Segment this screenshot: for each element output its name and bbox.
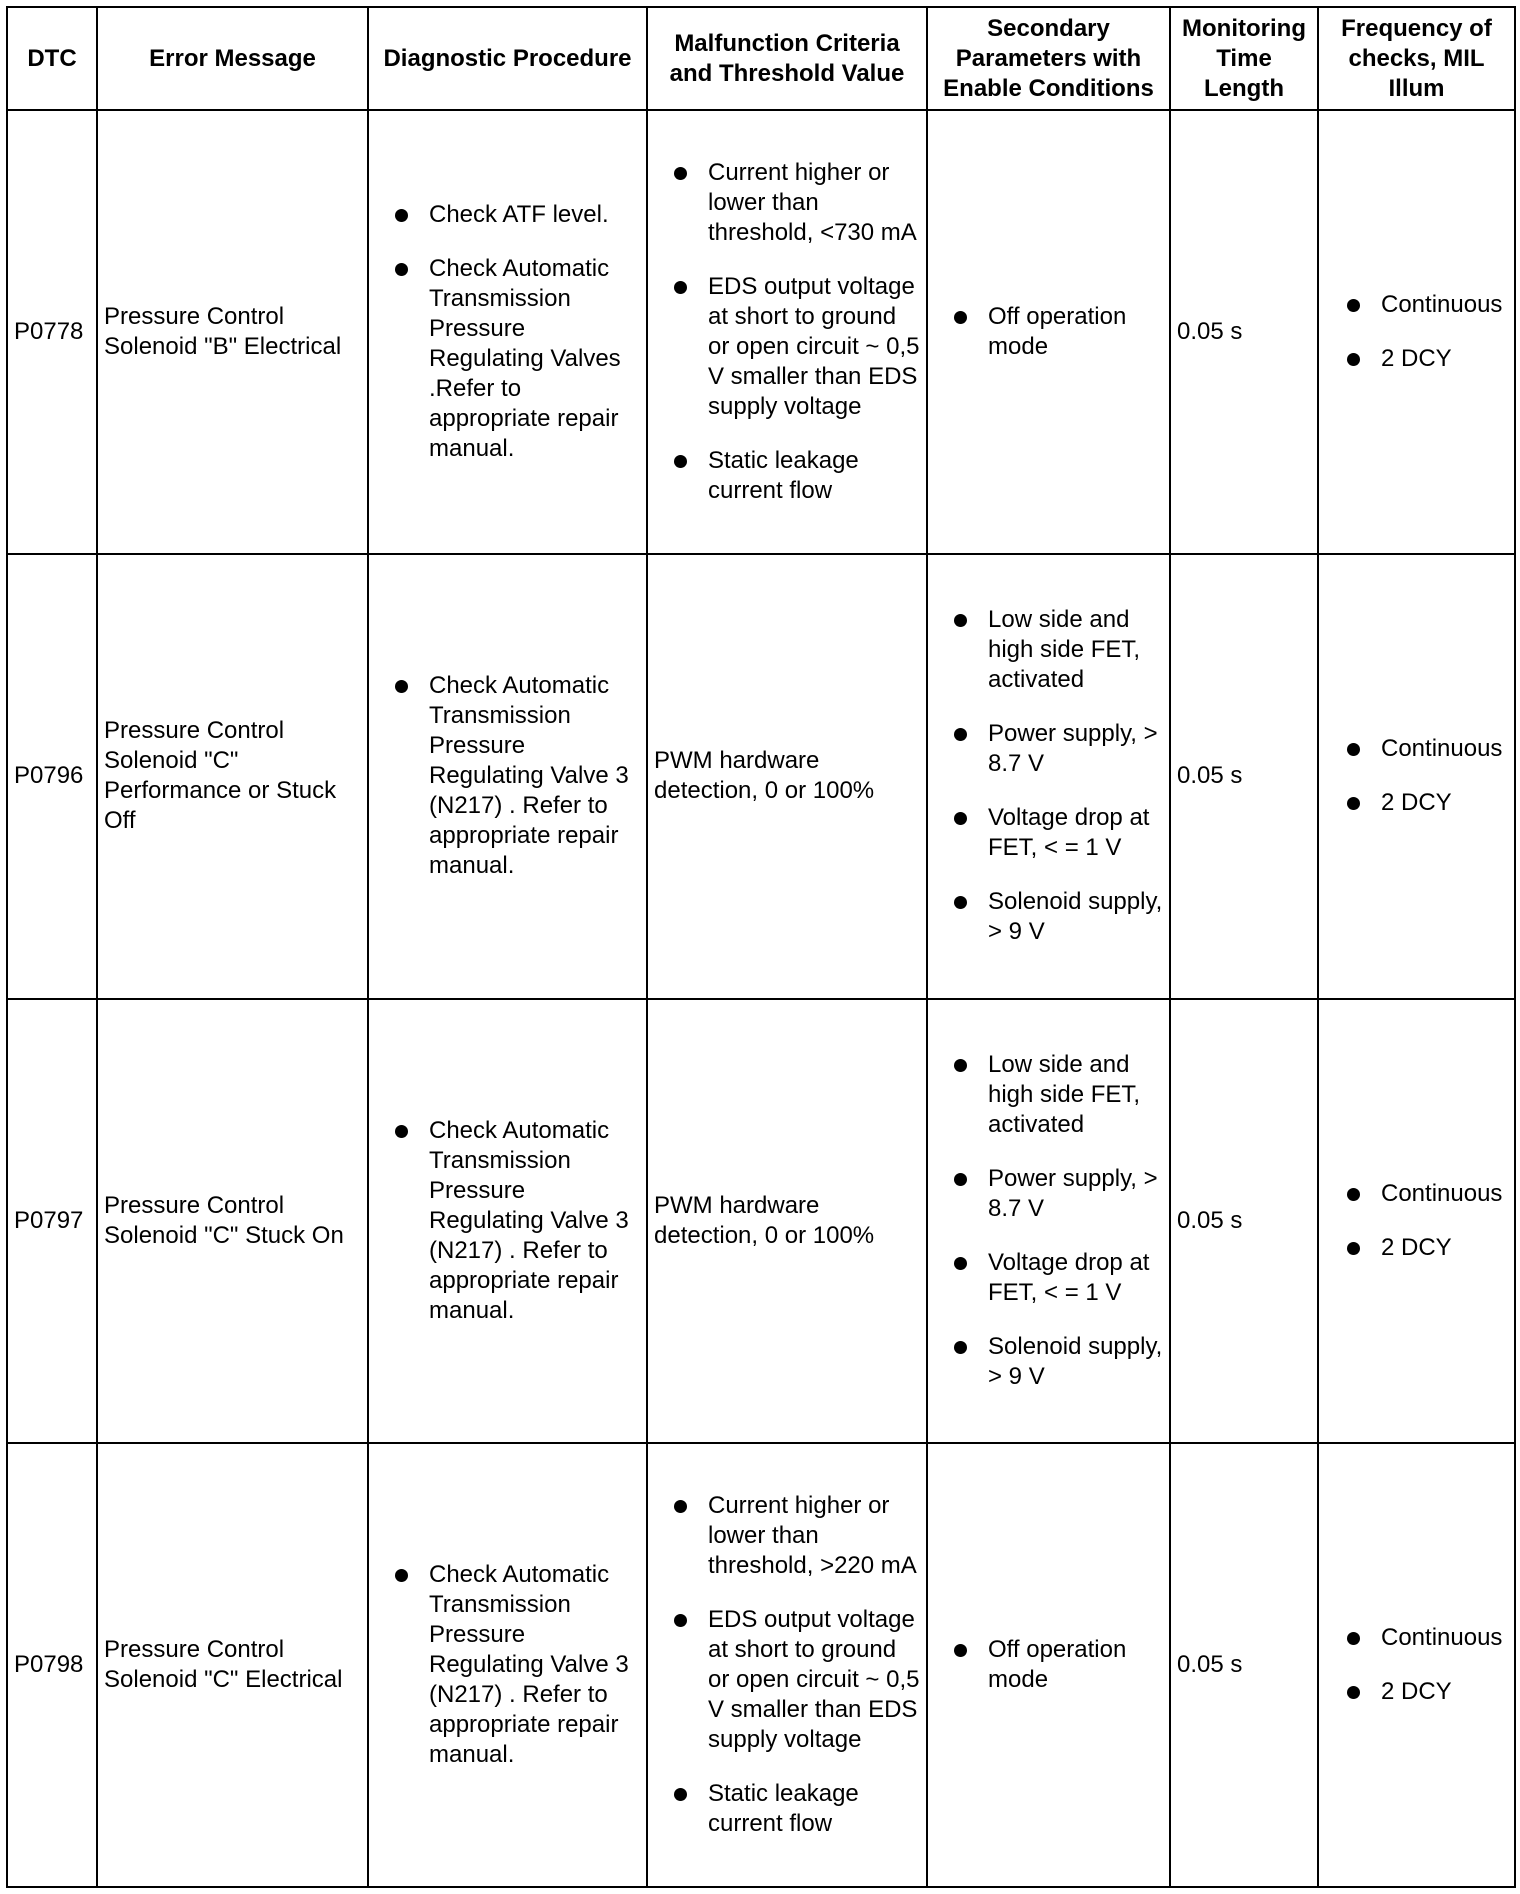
- criteria-item: Static leakage current flow: [654, 1779, 920, 1839]
- table-row: [7, 554, 1515, 998]
- secondary-parameters-list: [934, 605, 1163, 947]
- procedure-item: Check Automatic Transmission Pressure Regulating Valve 3 (N217) . Refer to appropriate repair manual.: [375, 1116, 640, 1326]
- secondary-item: Off operation mode: [934, 302, 1163, 362]
- secondary-item: Solenoid supply, > 9 V: [934, 887, 1163, 947]
- secondary-item: Voltage drop at FET, < = 1 V: [934, 1248, 1163, 1308]
- frequency-list: [1325, 290, 1508, 374]
- error-message: Pressure Control Solenoid "C" Electrical: [97, 1443, 368, 1887]
- frequency-item: 2 DCY: [1325, 788, 1508, 818]
- frequency: [1318, 110, 1515, 554]
- frequency-item: 2 DCY: [1325, 344, 1508, 374]
- diagnostic-procedure-list: [375, 1560, 640, 1770]
- secondary-parameters-list: [934, 1050, 1163, 1392]
- monitoring-time: 0.05 s: [1170, 999, 1318, 1443]
- secondary-parameters: [927, 1443, 1170, 1887]
- diagnostic-procedure: [368, 999, 647, 1443]
- header-row: [7, 7, 1515, 110]
- malfunction-criteria-list: [654, 1491, 920, 1839]
- frequency-item: Continuous: [1325, 1179, 1508, 1209]
- secondary-item: Low side and high side FET, activated: [934, 605, 1163, 695]
- criteria-item: Static leakage current flow: [654, 446, 920, 506]
- frequency-item: 2 DCY: [1325, 1233, 1508, 1263]
- procedure-item: Check Automatic Transmission Pressure Regulating Valves .Refer to appropriate repair manual.: [375, 254, 640, 464]
- secondary-item: Solenoid supply, > 9 V: [934, 1332, 1163, 1392]
- secondary-parameters-list: [934, 302, 1163, 362]
- table-row: [7, 110, 1515, 554]
- header-secondary-parameters: Secondary Parameters with Enable Conditions: [927, 7, 1170, 110]
- frequency-list: [1325, 1179, 1508, 1263]
- malfunction-criteria: PWM hardware detection, 0 or 100%: [647, 554, 927, 998]
- table-row: [7, 1443, 1515, 1887]
- criteria-item: Current higher or lower than threshold, >220 mA: [654, 1491, 920, 1581]
- frequency-list: [1325, 1623, 1508, 1707]
- dtc-code: P0798: [7, 1443, 97, 1887]
- frequency-item: Continuous: [1325, 734, 1508, 764]
- secondary-item: Power supply, > 8.7 V: [934, 719, 1163, 779]
- diagnostic-procedure: [368, 554, 647, 998]
- dtc-code: P0778: [7, 110, 97, 554]
- secondary-item: Voltage drop at FET, < = 1 V: [934, 803, 1163, 863]
- header-error-message: Error Message: [97, 7, 368, 110]
- secondary-parameters-list: [934, 1635, 1163, 1695]
- frequency-item: Continuous: [1325, 290, 1508, 320]
- frequency-list: [1325, 734, 1508, 818]
- frequency-item: 2 DCY: [1325, 1677, 1508, 1707]
- dtc-code: P0796: [7, 554, 97, 998]
- header-malfunction-criteria: Malfunction Criteria and Threshold Value: [647, 7, 927, 110]
- secondary-item: Power supply, > 8.7 V: [934, 1164, 1163, 1224]
- malfunction-criteria: PWM hardware detection, 0 or 100%: [647, 999, 927, 1443]
- header-diagnostic-procedure: Diagnostic Procedure: [368, 7, 647, 110]
- frequency: [1318, 554, 1515, 998]
- monitoring-time: 0.05 s: [1170, 554, 1318, 998]
- diagnostic-procedure-list: [375, 1116, 640, 1326]
- header-frequency: Frequency of checks, MIL Illum: [1318, 7, 1515, 110]
- error-message: Pressure Control Solenoid "C" Stuck On: [97, 999, 368, 1443]
- frequency: [1318, 1443, 1515, 1887]
- error-message: Pressure Control Solenoid "C" Performance or Stuck Off: [97, 554, 368, 998]
- procedure-item: Check ATF level.: [375, 200, 640, 230]
- error-message: Pressure Control Solenoid "B" Electrical: [97, 110, 368, 554]
- header-dtc: DTC: [7, 7, 97, 110]
- diagnostic-procedure: [368, 1443, 647, 1887]
- secondary-item: Off operation mode: [934, 1635, 1163, 1695]
- malfunction-criteria: [647, 1443, 927, 1887]
- diagnostic-procedure-list: [375, 200, 640, 464]
- criteria-item: EDS output voltage at short to ground or open circuit ~ 0,5 V smaller than EDS supply voltage: [654, 272, 920, 422]
- secondary-parameters: [927, 110, 1170, 554]
- diagnostic-procedure-list: [375, 671, 640, 881]
- secondary-parameters: [927, 554, 1170, 998]
- secondary-item: Low side and high side FET, activated: [934, 1050, 1163, 1140]
- diagnostic-procedure: [368, 110, 647, 554]
- criteria-item: EDS output voltage at short to ground or open circuit ~ 0,5 V smaller than EDS supply voltage: [654, 1605, 920, 1755]
- frequency: [1318, 999, 1515, 1443]
- malfunction-criteria-list: [654, 158, 920, 506]
- table-row: [7, 999, 1515, 1443]
- header-monitoring-time: Monitoring Time Length: [1170, 7, 1318, 110]
- monitoring-time: 0.05 s: [1170, 110, 1318, 554]
- criteria-item: Current higher or lower than threshold, <730 mA: [654, 158, 920, 248]
- malfunction-criteria: [647, 110, 927, 554]
- table-body: [7, 110, 1515, 1887]
- procedure-item: Check Automatic Transmission Pressure Regulating Valve 3 (N217) . Refer to appropriate repair manual.: [375, 671, 640, 881]
- secondary-parameters: [927, 999, 1170, 1443]
- dtc-table: [6, 6, 1516, 1888]
- dtc-code: P0797: [7, 999, 97, 1443]
- procedure-item: Check Automatic Transmission Pressure Regulating Valve 3 (N217) . Refer to appropriate repair manual.: [375, 1560, 640, 1770]
- frequency-item: Continuous: [1325, 1623, 1508, 1653]
- monitoring-time: 0.05 s: [1170, 1443, 1318, 1887]
